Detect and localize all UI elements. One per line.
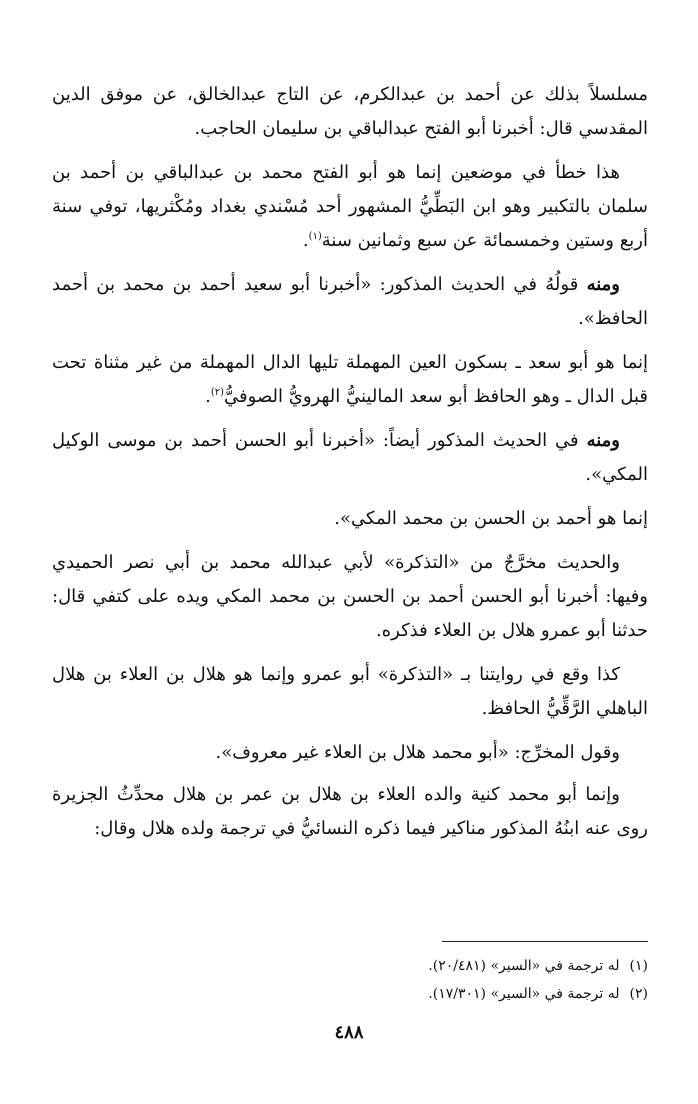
paragraph-2-text: هذا خطأ في موضعين إنما هو أبو الفتح محمد بن عبدالباقي بن أحمد بن سلمان بالتكبير وهو ابن البَطِّيُّ المشهور أحد مُسْندي بغداد ومُكْثريها، توفي سنة أربع وستين وخمسمائة عن سبع وثمانين سنة bbox=[52, 162, 648, 251]
paragraph-8 bbox=[52, 658, 648, 726]
paragraph-5-text: في الحديث المذكور أيضاً: «أخبرنا أبو الحسن أحمد بن موسى الوكيل المكي». bbox=[52, 430, 648, 485]
paragraph-7 bbox=[52, 546, 648, 648]
paragraph-8-text: كذا وقع في روايتنا بـ «التذكرة» أبو عمرو وإنما هو هلال بن العلاء بن هلال الباهلي الرَّقِّيُّ الحافظ. bbox=[52, 664, 648, 719]
footnote-1-number: (١) bbox=[629, 958, 648, 974]
paragraph-2 bbox=[52, 156, 648, 258]
paragraph-6 bbox=[52, 502, 648, 536]
footnote-2-number: (٢) bbox=[629, 986, 648, 1002]
paragraph-4-end: . bbox=[205, 386, 211, 407]
paragraph-10 bbox=[52, 778, 648, 846]
paragraph-4-text: إنما هو أبو سعد ـ بسكون العين المهملة تليها الدال المهملة من غير مثناة تحت قبل الدال ـ وهو الحافظ أبو سعد المالينيُّ الهرويُّ الصوفيُّ bbox=[52, 352, 648, 407]
paragraph-3 bbox=[52, 268, 648, 336]
paragraph-1 bbox=[52, 78, 648, 146]
paragraph-9-text: وقول المخرِّج: «أبو محمد هلال بن العلاء غير معروف». bbox=[215, 742, 620, 763]
paragraph-9 bbox=[52, 736, 648, 770]
paragraph-3-lead: ومنه bbox=[586, 274, 620, 295]
footnote-2-text: له ترجمة في «السير» (١٧/٣٠١). bbox=[428, 986, 620, 1002]
footnote-ref-2: (٢) bbox=[210, 387, 225, 398]
page-number: ٤٨٨ bbox=[334, 1022, 364, 1043]
footnote-divider bbox=[442, 941, 648, 942]
footnote-1 bbox=[48, 952, 648, 980]
paragraph-1-text: مسلسلاً بذلك عن أحمد بن عبدالكرم، عن التاج عبدالخالق، عن موفق الدين المقدسي قال: أخبرنا أبو الفتح عبدالباقي بن سليمان الحاجب. bbox=[52, 84, 648, 139]
paragraph-7-text: والحديث مخرَّجٌ من «التذكرة» لأبي عبدالله محمد بن أبي نصر الحميدي وفيها: أخبرنا أبو الحسن أحمد بن الحسن بن محمد المكي ويده على كتفي قال: حدثنا أبو عمرو هلال بن العلاء فذكره. bbox=[52, 552, 648, 641]
footnote-2 bbox=[48, 980, 648, 1008]
footnote-ref-1: (١) bbox=[308, 231, 322, 242]
paragraph-10-text: وإنما أبو محمد كنية والده العلاء بن هلال بن عمر بن هلال محدِّثُ الجزيرة روى عنه ابنُهُ المذكور مناكير فيما ذكره النسائيُّ في ترجمة ولده هلال وقال: bbox=[52, 784, 648, 839]
paragraph-6-text: إنما هو أحمد بن الحسن بن محمد المكي». bbox=[334, 508, 648, 529]
paragraph-4 bbox=[52, 346, 648, 414]
paragraph-5 bbox=[52, 424, 648, 492]
footnote-1-text: له ترجمة في «السير» (٢٠/٤٨١). bbox=[428, 958, 620, 974]
footnotes bbox=[48, 952, 648, 1008]
paragraph-3-text: قولُهُ في الحديث المذكور: «أخبرنا أبو سعيد أحمد بن محمد بن أحمد الحافظ». bbox=[52, 274, 648, 329]
paragraph-5-lead: ومنه bbox=[586, 430, 620, 451]
paragraph-2-end: . bbox=[302, 230, 309, 251]
